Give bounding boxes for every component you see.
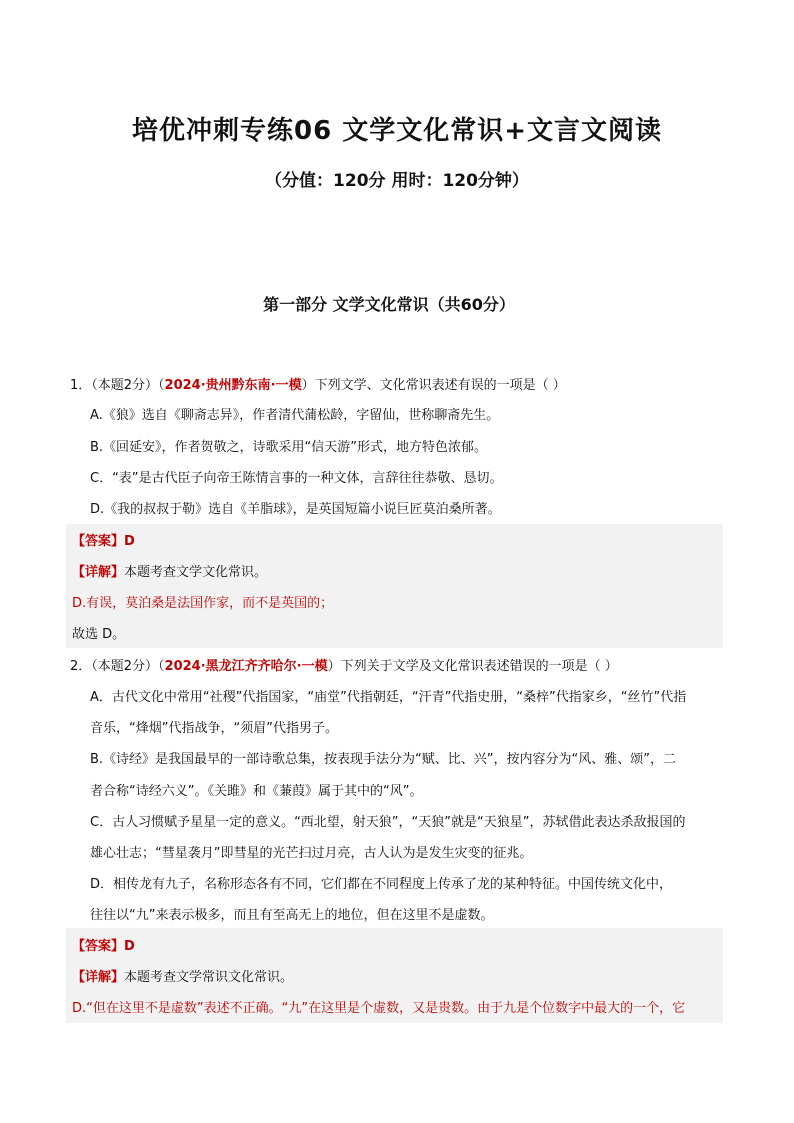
question-1-option-d: D.《我的叔叔于勒》选自《羊脂球》，是英国短篇小说巨匠莫泊桑所著。: [90, 502, 501, 517]
question-2-option-a-cont: 音乐，“烽烟”代指战争，“须眉”代指男子。: [90, 721, 338, 736]
question-1-detail: 【详解】本题考查文学文化常识。: [72, 565, 268, 580]
question-1-answer: 【答案】D: [72, 534, 135, 549]
page-subtitle: （分值：120分 用时：120分钟）: [265, 171, 529, 191]
question-2-detail: 【详解】本题考查文学常识文化常识。: [72, 970, 294, 985]
question-2-option-b-cont: 者合称“诗经六义”。《关雎》和《蒹葭》属于其中的“风”。: [90, 784, 423, 799]
question-2-option-b: B.《诗经》是我国最早的一部诗歌总集，按表现手法分为“赋、比、兴”，按内容分为“风、雅、颂”，二: [90, 752, 676, 767]
question-2-option-c-cont: 雄心壮志；“彗星袭月”即彗星的光芒扫过月亮，古人认为是发生灾变的征兆。: [90, 846, 533, 861]
page-title: 培优冲刺专练06 文学文化常识+文言文阅读: [131, 116, 663, 146]
question-1-option-a: A.《狼》选自《聊斋志异》，作者清代蒲松龄，字留仙，世称聊斋先生。: [90, 408, 500, 423]
question-1-stem: 1．（本题2分）（2024·贵州黔东南·一模）下列文学、文化常识表述有误的一项是（ ）: [70, 378, 566, 393]
question-2-option-d-cont: 往往以“九”来表示极多，而且有至高无上的地位，但在这里不是虚数。: [90, 908, 494, 923]
question-1-explanation: D.有误，莫泊桑是法国作家，而不是英国的；: [72, 596, 334, 611]
question-1-option-c: C．“表”是古代臣子向帝王陈情言事的一种文体，言辞往往恭敬、恳切。: [90, 471, 503, 486]
question-2-option-a: A．古代文化中常用“社稷”代指国家，“庙堂”代指朝廷，“汗青”代指史册，“桑梓”代指家乡，“丝竹”代指: [90, 690, 687, 705]
question-2-answer: 【答案】D: [72, 939, 135, 954]
question-2-stem: 2．（本题2分）（2024·黑龙江齐齐哈尔·一模）下列关于文学及文化常识表述错误的一项是（ ）: [70, 659, 618, 674]
question-2-option-c: C．古人习惯赋予星星一定的意义。“西北望，射天狼”，“天狼”就是“天狼星”，苏轼借此表达杀敌报国的: [90, 815, 686, 830]
question-2-explanation: D.“但在这里不是虚数”表述不正确。“九”在这里是个虚数，又是贵数。由于九是个位数字中最大的一个，它: [72, 1001, 686, 1016]
question-2-source: 2024·黑龙江齐齐哈尔·一模: [164, 659, 328, 674]
question-1-option-b: B.《回延安》，作者贺敬之，诗歌采用“信天游”形式，地方特色浓郁。: [90, 440, 488, 455]
question-1-choice: 故选 D。: [72, 627, 126, 642]
question-2-option-d: D．相传龙有九子，名称形态各有不同，它们都在不同程度上传承了龙的某种特征。中国传统文化中，: [90, 877, 673, 892]
question-1-source: 2024·贵州黔东南·一模: [164, 378, 302, 393]
question-1-answer-panel: [66, 524, 723, 648]
section-heading: 第一部分 文学文化常识（共60分）: [263, 295, 515, 314]
